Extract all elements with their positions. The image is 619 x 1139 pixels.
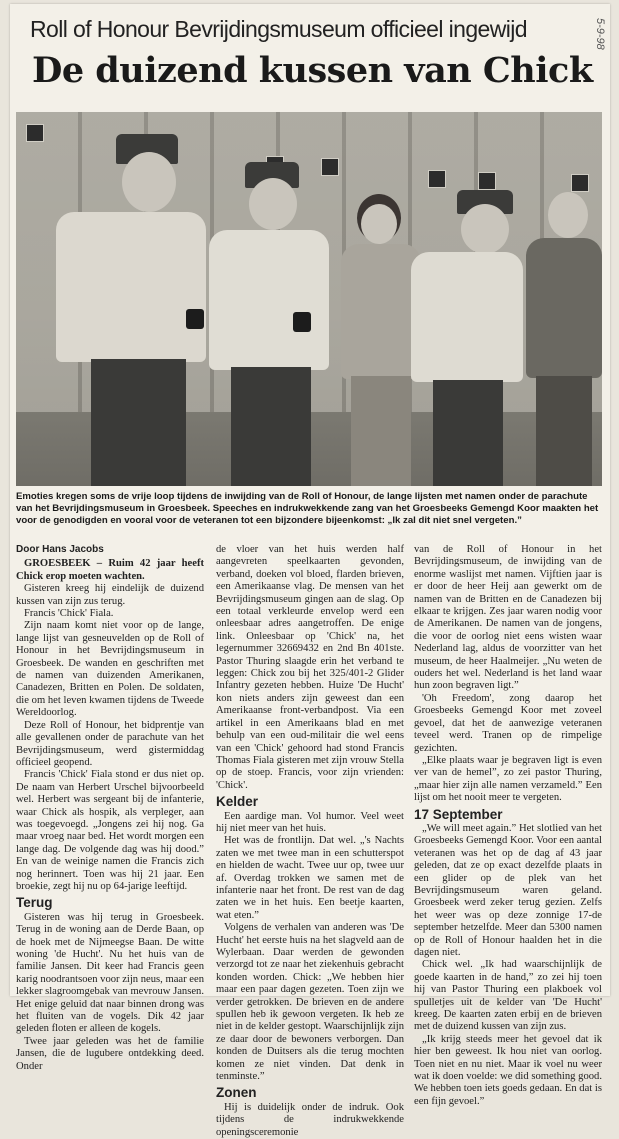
paragraph: Volgens de verhalen van anderen was 'De Hucht' het eerste huis na het slagveld aan de Wylerbaan. Daar werden de gewonden verzorgd tot ze naar het ziekenhuis gebracht konden worden. Chick: „We hebben hier maar een paar dagen gezeten. Toen zijn we verder getrokken. De brieven en de andere spullen heb ik gewoon vergeten. Ik heb ze niet in de kelder gestopt. Waarschijnlijk zijn ze daar door de bewoners verborgen. Dan konden de Duitsers als die terug mochten komen ze niet vinden. Dat denk in tenminste.” <box>216 922 404 1083</box>
subheading: Zonen <box>216 1085 257 1101</box>
paragraph: Het was de frontlijn. Dat wel. „'s Nachts zaten we met twee man in een schutterspot en hielden de wacht. Twee uur op, twee uur af. Overdag trokken we samen met de infanterie naar het front. De rest van de dag zaten we in het huis. Een beetje kaarten, wat eten.” <box>216 835 404 921</box>
paragraph: Een aardige man. Vol humor. Veel weet hij niet meer van het huis. <box>216 810 404 834</box>
article-headline: De duizend kussen van Chick <box>32 50 593 91</box>
article-column-2 <box>216 544 404 1139</box>
veteran-figure <box>36 134 206 486</box>
airborne-emblem-plaque <box>571 174 589 192</box>
article-kicker: Roll of Honour Bevrijdingsmuseum officieel ingewijd <box>30 16 527 42</box>
paragraph: „Elke plaats waar je begraven ligt is even ver van de hemel”, zo zei pastor Thuring, „maar hier zijn alle namen verzameld.” Een lijst om het nooit meer te vergeten. <box>414 754 602 804</box>
paragraph: Twee jaar geleden was het de familie Jansen, die de lugubere ontdekking deed. Onder <box>16 1035 204 1072</box>
article-photo <box>16 112 602 486</box>
paragraph: „Ik krijg steeds meer het gevoel dat ik hier ben geweest. Ik hou niet van oorlog. Toen niet en nu niet. Maar ik voel nu weer wat ik doen voelde: we did something good. We hebben toen iets goeds gedaan. En dat is een fijn gevoel.” <box>414 1033 602 1107</box>
subheading: 17 September <box>414 806 503 822</box>
paragraph: de vloer van het huis werden half aangevreten speelkaarten gevonden, verband, doeken vol bloed, flarden brieven, een Amerikaanse vlag. De mensen van het Bevrijdingsmuseum gingen aan de slag. Op een totaal verkleurde envelop werd een onleesbaar adres aangetroffen. De enige link. Onleesbaar op 'Chick' na, het legernummer 32669432 en 2nd Bn 401ste. Pastor Thuring slaagde erin het verband te leggen: Chick zou bij het 325/401-2 Glider Infantry gezeten hebben. Huize 'De Hucht' kon niets anders zijn geweest dan een Amerikaanse front-verbandpost. Via een artikel in een Amerikaans blad en met behulp van een oud-militair die wel eens van een 'Chick' gehoord had stond Francis Thomas Fiala gisteren met zijn vrouw Stella op de stoep. Francis, voor zijn vrienden: 'Chick'. <box>216 544 404 791</box>
suited-man-figure <box>526 192 602 486</box>
paragraph: GROESBEEK – Ruim 42 jaar heeft Chick erop moeten wachten. <box>16 558 204 582</box>
paragraph: Zijn naam komt niet voor op de lange, lange lijst van gesneuvelden op de Roll of Honour in het Bevrijdingsmuseum in Groesbeek. De wanden en geschriften met de namen van duizenden Amerikanen, Canadezen, Britten en Polen. De soldaten, die om het leven kwamen tijdens de Tweede Wereldoorlog. <box>16 620 204 719</box>
subheading: Terug <box>16 895 53 911</box>
byline: Door Hans Jacobs <box>16 544 104 555</box>
paragraph: Gisteren was hij terug in Groesbeek. Terug in de woning aan de Derde Baan, op de hoek met de Nijmeegse Baan. De witte woning 'de Hucht'. Nu het huis van de familie Jansen. Dit keer had Francis geen karig noodrantsoen voor zijn neus, maar een lekker slagroomgebak van mevrouw Jansen. Het enige geluid dat naar binnen drong was het fluiten van de vogels. Dik 42 jaar geleden floten er alleen de kogels. <box>16 911 204 1035</box>
airborne-emblem-plaque <box>478 172 496 190</box>
paragraph: Deze Roll of Honour, het bidprentje van alle gevallenen onder de parachute van het Bevrijdingsmuseum, werd gistermiddag officieel geopend. <box>16 719 204 768</box>
veteran-figure <box>411 190 526 486</box>
airborne-emblem-plaque <box>428 170 446 188</box>
paragraph: Francis 'Chick' Fiala. <box>24 608 114 620</box>
photo-caption: Emoties kregen soms de vrije loop tijdens de inwijding van de Roll of Honour, de lange lijsten met namen onder de parachute van het Bevrijdingsmuseum in Groesbeek. Speeches en indrukwekkende zang van het Groesbeeks Gemengd Koor maakten het voor de genodigden en vooral voor de veteranen tot een bijzondere bijeenkomst: „Ik zal dit niet snel vergeten.” <box>16 491 599 526</box>
article-column-3 <box>414 544 602 1108</box>
handwritten-date: 5-9-98 <box>594 18 606 50</box>
paragraph: Hij is duidelijk onder de indruk. Ook tijdens de indrukwekkende openingsceremonie <box>216 1101 404 1138</box>
article-column-1 <box>16 544 204 1073</box>
paragraph: Francis 'Chick' Fiala stond er dus niet op. De naam van Herbert Urschel bijvoorbeeld wel. Herbert was sergeant bij de infanterie, waar Chick als hospik, als verpleger, aan was toegevoegd. „Jongens zei hij nog. Ga maar vroeg naar bed. Het wordt morgen een lange dag. De volgende dag was hij dood.” En van de weinige namen die Francis zich nog herinnert. Toen was hij 21 jaar. Een broekie, zegt hij nu op 64-jarige leeftijd. <box>16 769 204 892</box>
paragraph: Gisteren kreeg hij eindelijk de duizend kussen van zijn zus terug. <box>16 583 204 607</box>
paragraph: Chick wel. „Ik had waarschijnlijk de goede kaarten in de hand,” zo zei hij toen hij van Pastor Thuring een plakboek vol spulletjes uit de kelder van 'De Hucht' kreeg. De kaarten zaten erbij en de brieven met de duizend kussen van zijn zus. <box>414 959 602 1033</box>
subheading: Kelder <box>216 794 259 810</box>
paragraph: 'Oh Freedom', zong daarop het Groesbeeks Gemengd Koor met zoveel gevoel, dat het de aanwezige veteranen teveel werd. Tranen op de rimpelige gezichten. <box>414 692 602 754</box>
paragraph: van de Roll of Honour in het Bevrijdingsmuseum, de inwijding van de enorme waslijst met namen. Vijftien jaar is er door de heer Heij aan gewerkt om de namen van de Britten en de Canadezen bij elkaar te krijgen. Zes jaar waren nodig voor de Amerikanen. De namen van de jongens, die voor de oorlog niet eens wisten waar Nederland lag, aldus de voorzitter van het museum, de heer Haalmeijer. „Nu weten de ouders het wel. Nederland is het land waar hun zoon begraven ligt.” <box>414 544 602 692</box>
paragraph: „We will meet again.” Het slotlied van het Groesbeeks Gemengd Koor. Voor een aantal veteranen was het op de dag af 43 jaar geleden, dat ze op exact dezelfde plaats in een glider op de plek van het Bevrijdingsmuseum waren geland. Groesbeek werd zeker terug gezien. Zelfs het weer was op deze zonnige 17-de september hetzelfde. Meer dan 5300 namen op de Roll of Honour haalden het in die dagen niet. <box>414 822 602 958</box>
newspaper-clipping <box>10 4 610 1138</box>
veteran-figure <box>201 162 331 486</box>
woman-figure <box>341 194 421 486</box>
